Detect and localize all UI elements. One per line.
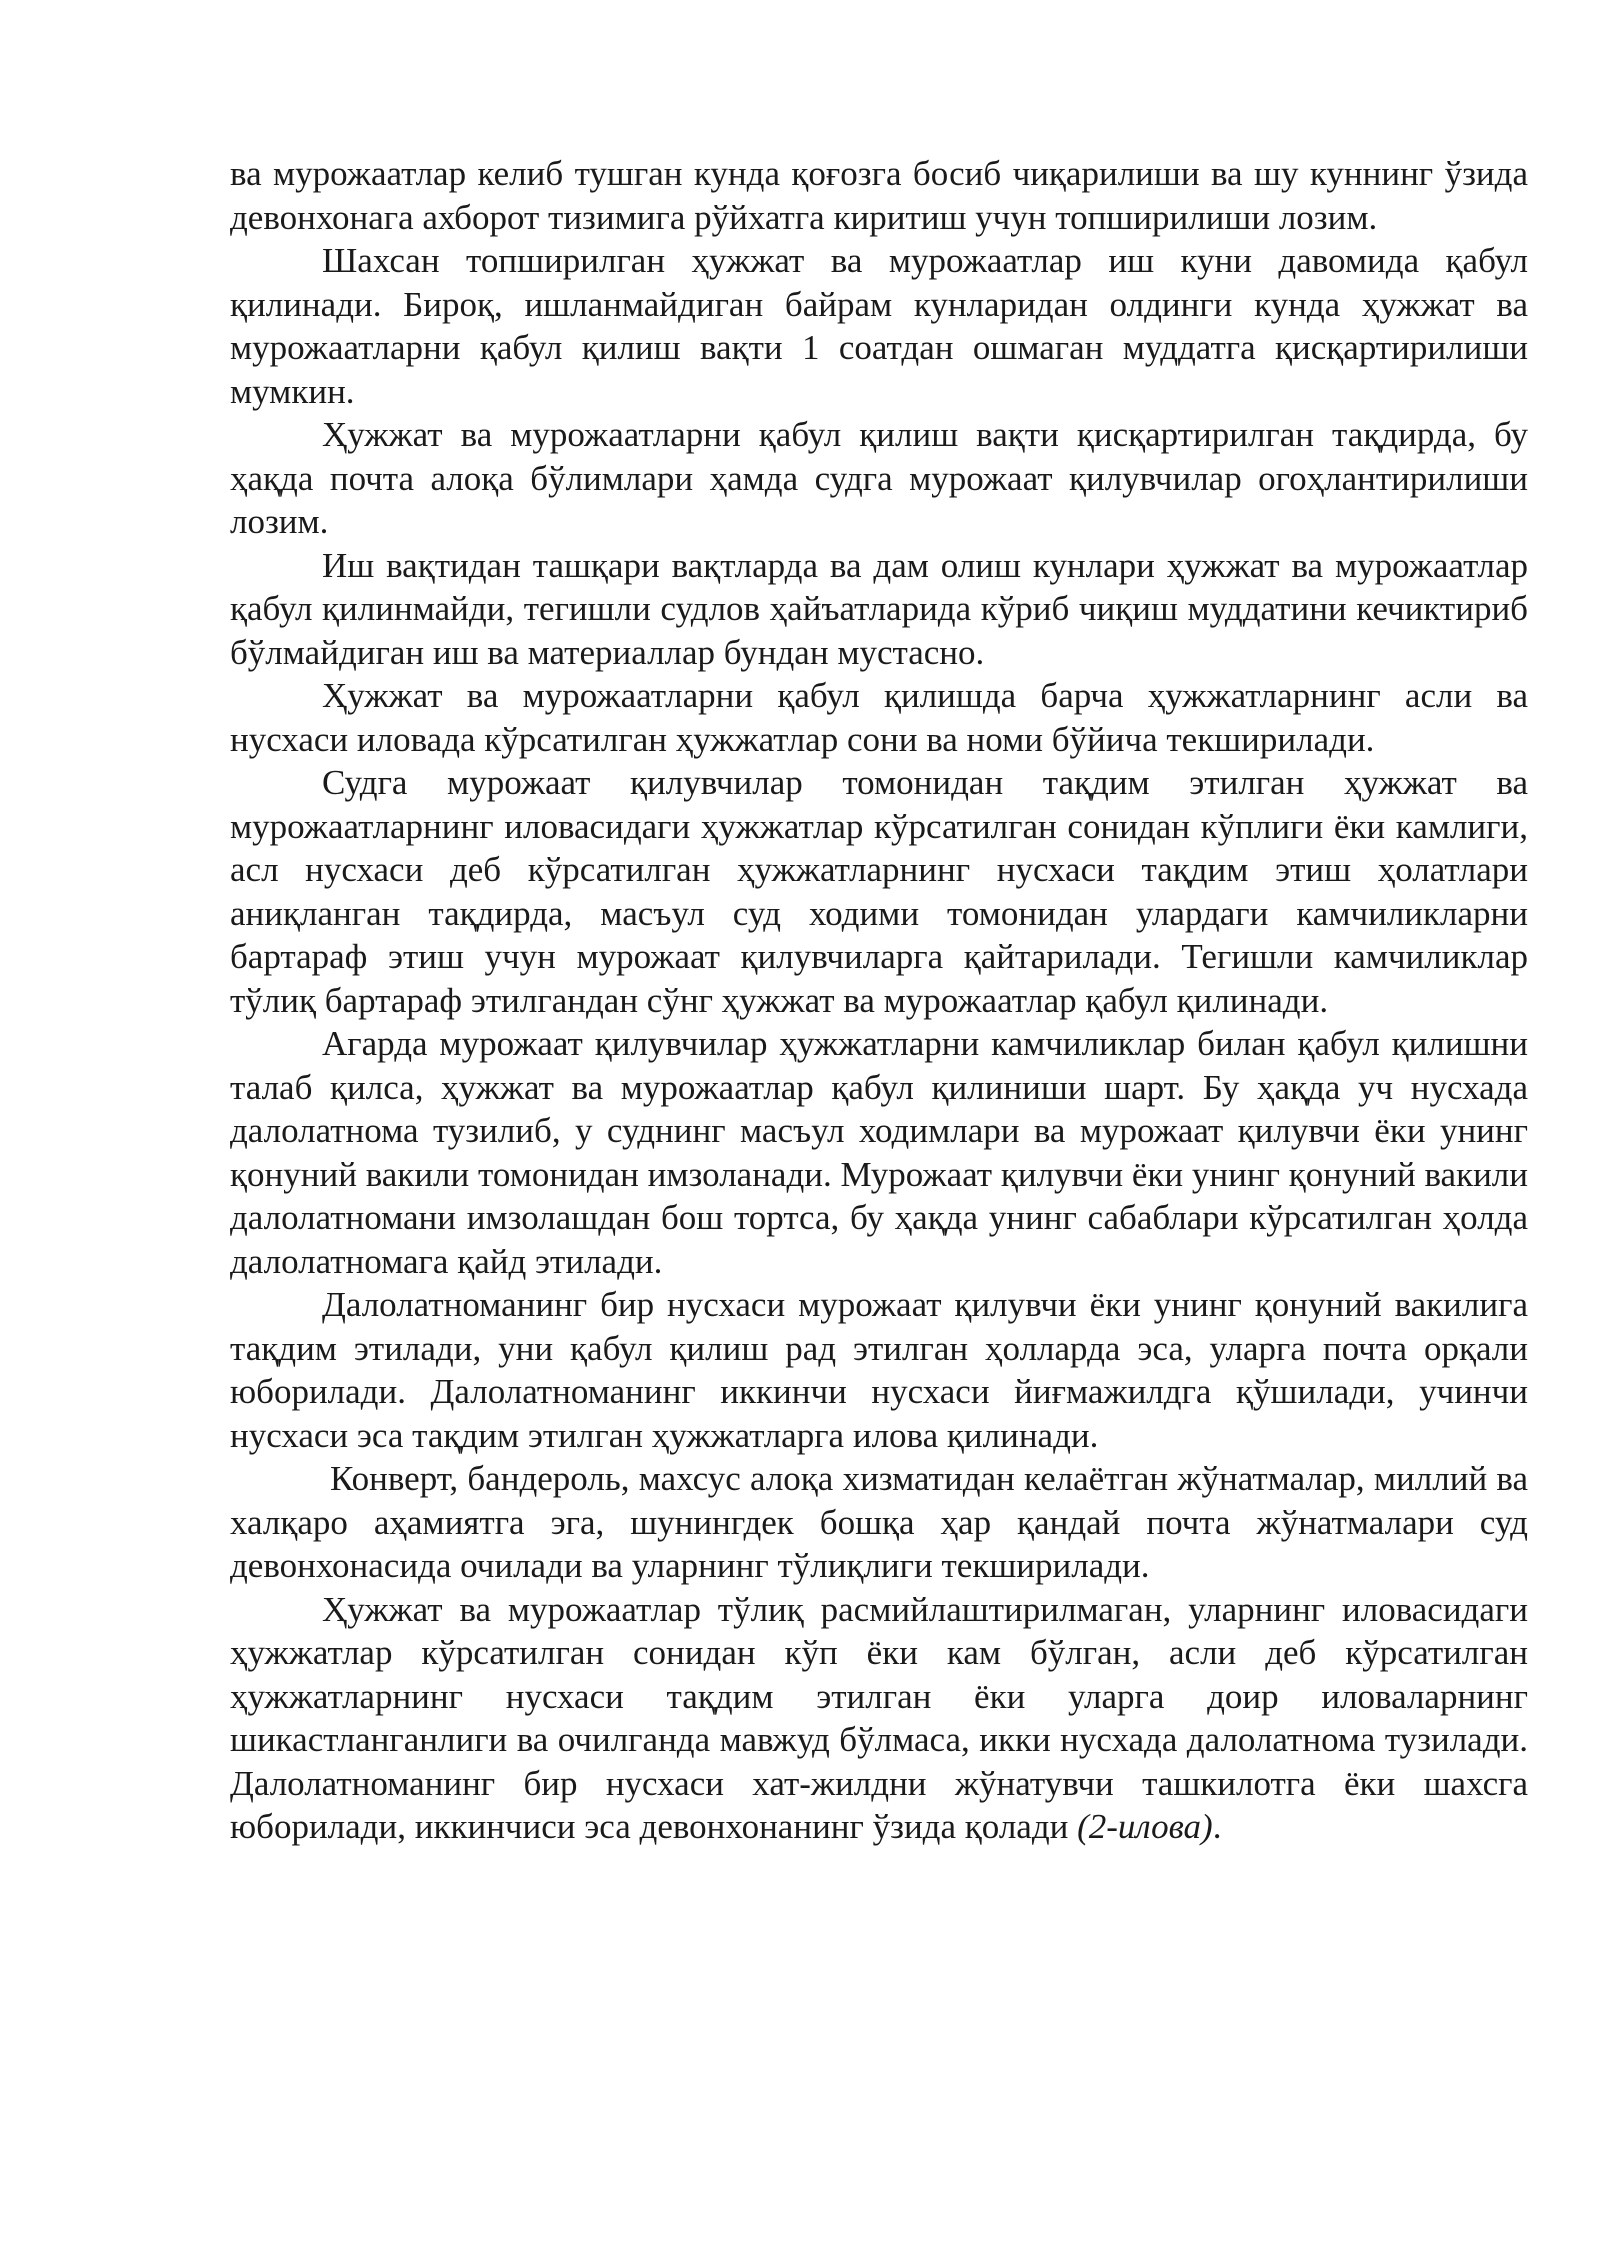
appendix-reference: (2-илова) xyxy=(1077,1807,1213,1846)
paragraph-incomplete-documents-text: Ҳужжат ва мурожаатлар тўлиқ расмийлаштирилмаган, уларнинг иловасидаги ҳужжатлар кўрсатилган сонидан кўп ёки кам бўлган, асли деб кўрсатилган ҳужжатларнинг нусхаси тақдим этилган ёки уларга доир иловаларнинг шикастланганлиги ва очилганда мавжуд бўлмаса, икки нусхада далолатнома тузилади. Далолатноманинг бир нусхаси хат-жилдни жўнатувчи ташкилотга ёки шахсга юборилади, иккинчиси эса девонхонанинг ўзида қолади xyxy=(230,1589,1528,1846)
paragraph-attachment-check: Ҳужжат ва мурожаатларни қабул қилишда барча ҳужжатларнинг асли ва нусхаси иловада кўрсатилган ҳужжатлар сони ва номи бўйича текширилади. xyxy=(230,676,1528,759)
paragraph-reduced-hours-notice: Ҳужжат ва мурожаатларни қабул қилиш вақти қисқартирилган тақдирда, бу ҳақда почта алоқа бўлимлари ҳамда судга мурожаат қилувчилар огоҳлантирилиши лозим. xyxy=(230,415,1528,541)
paragraph-personal-submission: Шахсан топширилган ҳужжат ва мурожаатлар иш куни давомида қабул қилинади. Бироқ, ишланмайдиган байрам кунларидан олдинги кунда ҳужжат ва мурожаатларни қабул қилиш вақти 1 соатдан ошмаган муддатга қисқартирилиши мумкин. xyxy=(230,241,1528,411)
final-period: . xyxy=(1212,1807,1222,1846)
paragraph-postal-items: Конверт, бандероль, махсус алоқа хизматидан келаётган жўнатмалар, миллий ва халқаро аҳамиятга эга, шунингдек бошқа ҳар қандай почта жўнатмалари суд девонхонасида очилади ва уларнинг тўлиқлиги текширилади. xyxy=(230,1459,1528,1585)
paragraph-incomplete-documents xyxy=(230,1588,1528,1849)
paragraph-intake-continuation: ва мурожаатлар келиб тушган кунда қоғозга босиб чиқарилиши ва шу куннинг ўзида девонхонага ахборот тизимига рўйхатга киритиш учун топширилиши лозим. xyxy=(230,154,1528,237)
paragraph-after-hours: Иш вақтидан ташқари вақтларда ва дам олиш кунлари ҳужжат ва мурожаатлар қабул қилинмайди, тегишли судлов ҳайъатларида кўриб чиқиш муддатини кечиктириб бўлмайдиган иш ва материаллар бундан мустасно. xyxy=(230,545,1528,672)
paragraph-deficiencies-return: Судга мурожаат қилувчилар томонидан тақдим этилган ҳужжат ва мурожаатларнинг иловасидаги ҳужжатлар кўрсатилган сонидан кўплиги ёки камлиги, асл нусхаси деб кўрсатилган ҳужжатларнинг нусхаси тақдим этиш ҳолатлари аниқланган тақдирда, масъул суд ходими томонидан улардаги камчиликларни бартараф этиш учун мурожаат қилувчиларга қайтарилади. Тегишли камчиликлар тўлиқ бартараф этилгандан сўнг ҳужжат ва мурожаатлар қабул қилинади. xyxy=(230,763,1528,1020)
paragraph-act-copies: Далолатноманинг бир нусхаси мурожаат қилувчи ёки унинг қонуний вакилига тақдим этилади, уни қабул қилиш рад этилган ҳолларда эса, уларга почта орқали юборилади. Далолатноманинг иккинчи нусхаси йиғмажилдга қўшилади, учинчи нусхаси эса тақдим этилган ҳужжатларга илова қилинади. xyxy=(230,1285,1528,1455)
paragraph-acceptance-with-deficiencies: Агарда мурожаат қилувчилар ҳужжатларни камчиликлар билан қабул қилишни талаб қилса, ҳужжат ва мурожаатлар қабул қилиниши шарт. Бу ҳақда уч нусхада далолатнома тузилиб, у суднинг масъул ходимлари ва мурожаат қилувчи ёки унинг қонуний вакили томонидан имзоланади. Мурожаат қилувчи ёки унинг қонуний вакили далолатномани имзолашдан бош тортса, бу ҳақда унинг сабаблари кўрсатилган ҳолда далолатномага қайд этилади. xyxy=(230,1024,1528,1281)
document-page xyxy=(230,152,1528,1849)
